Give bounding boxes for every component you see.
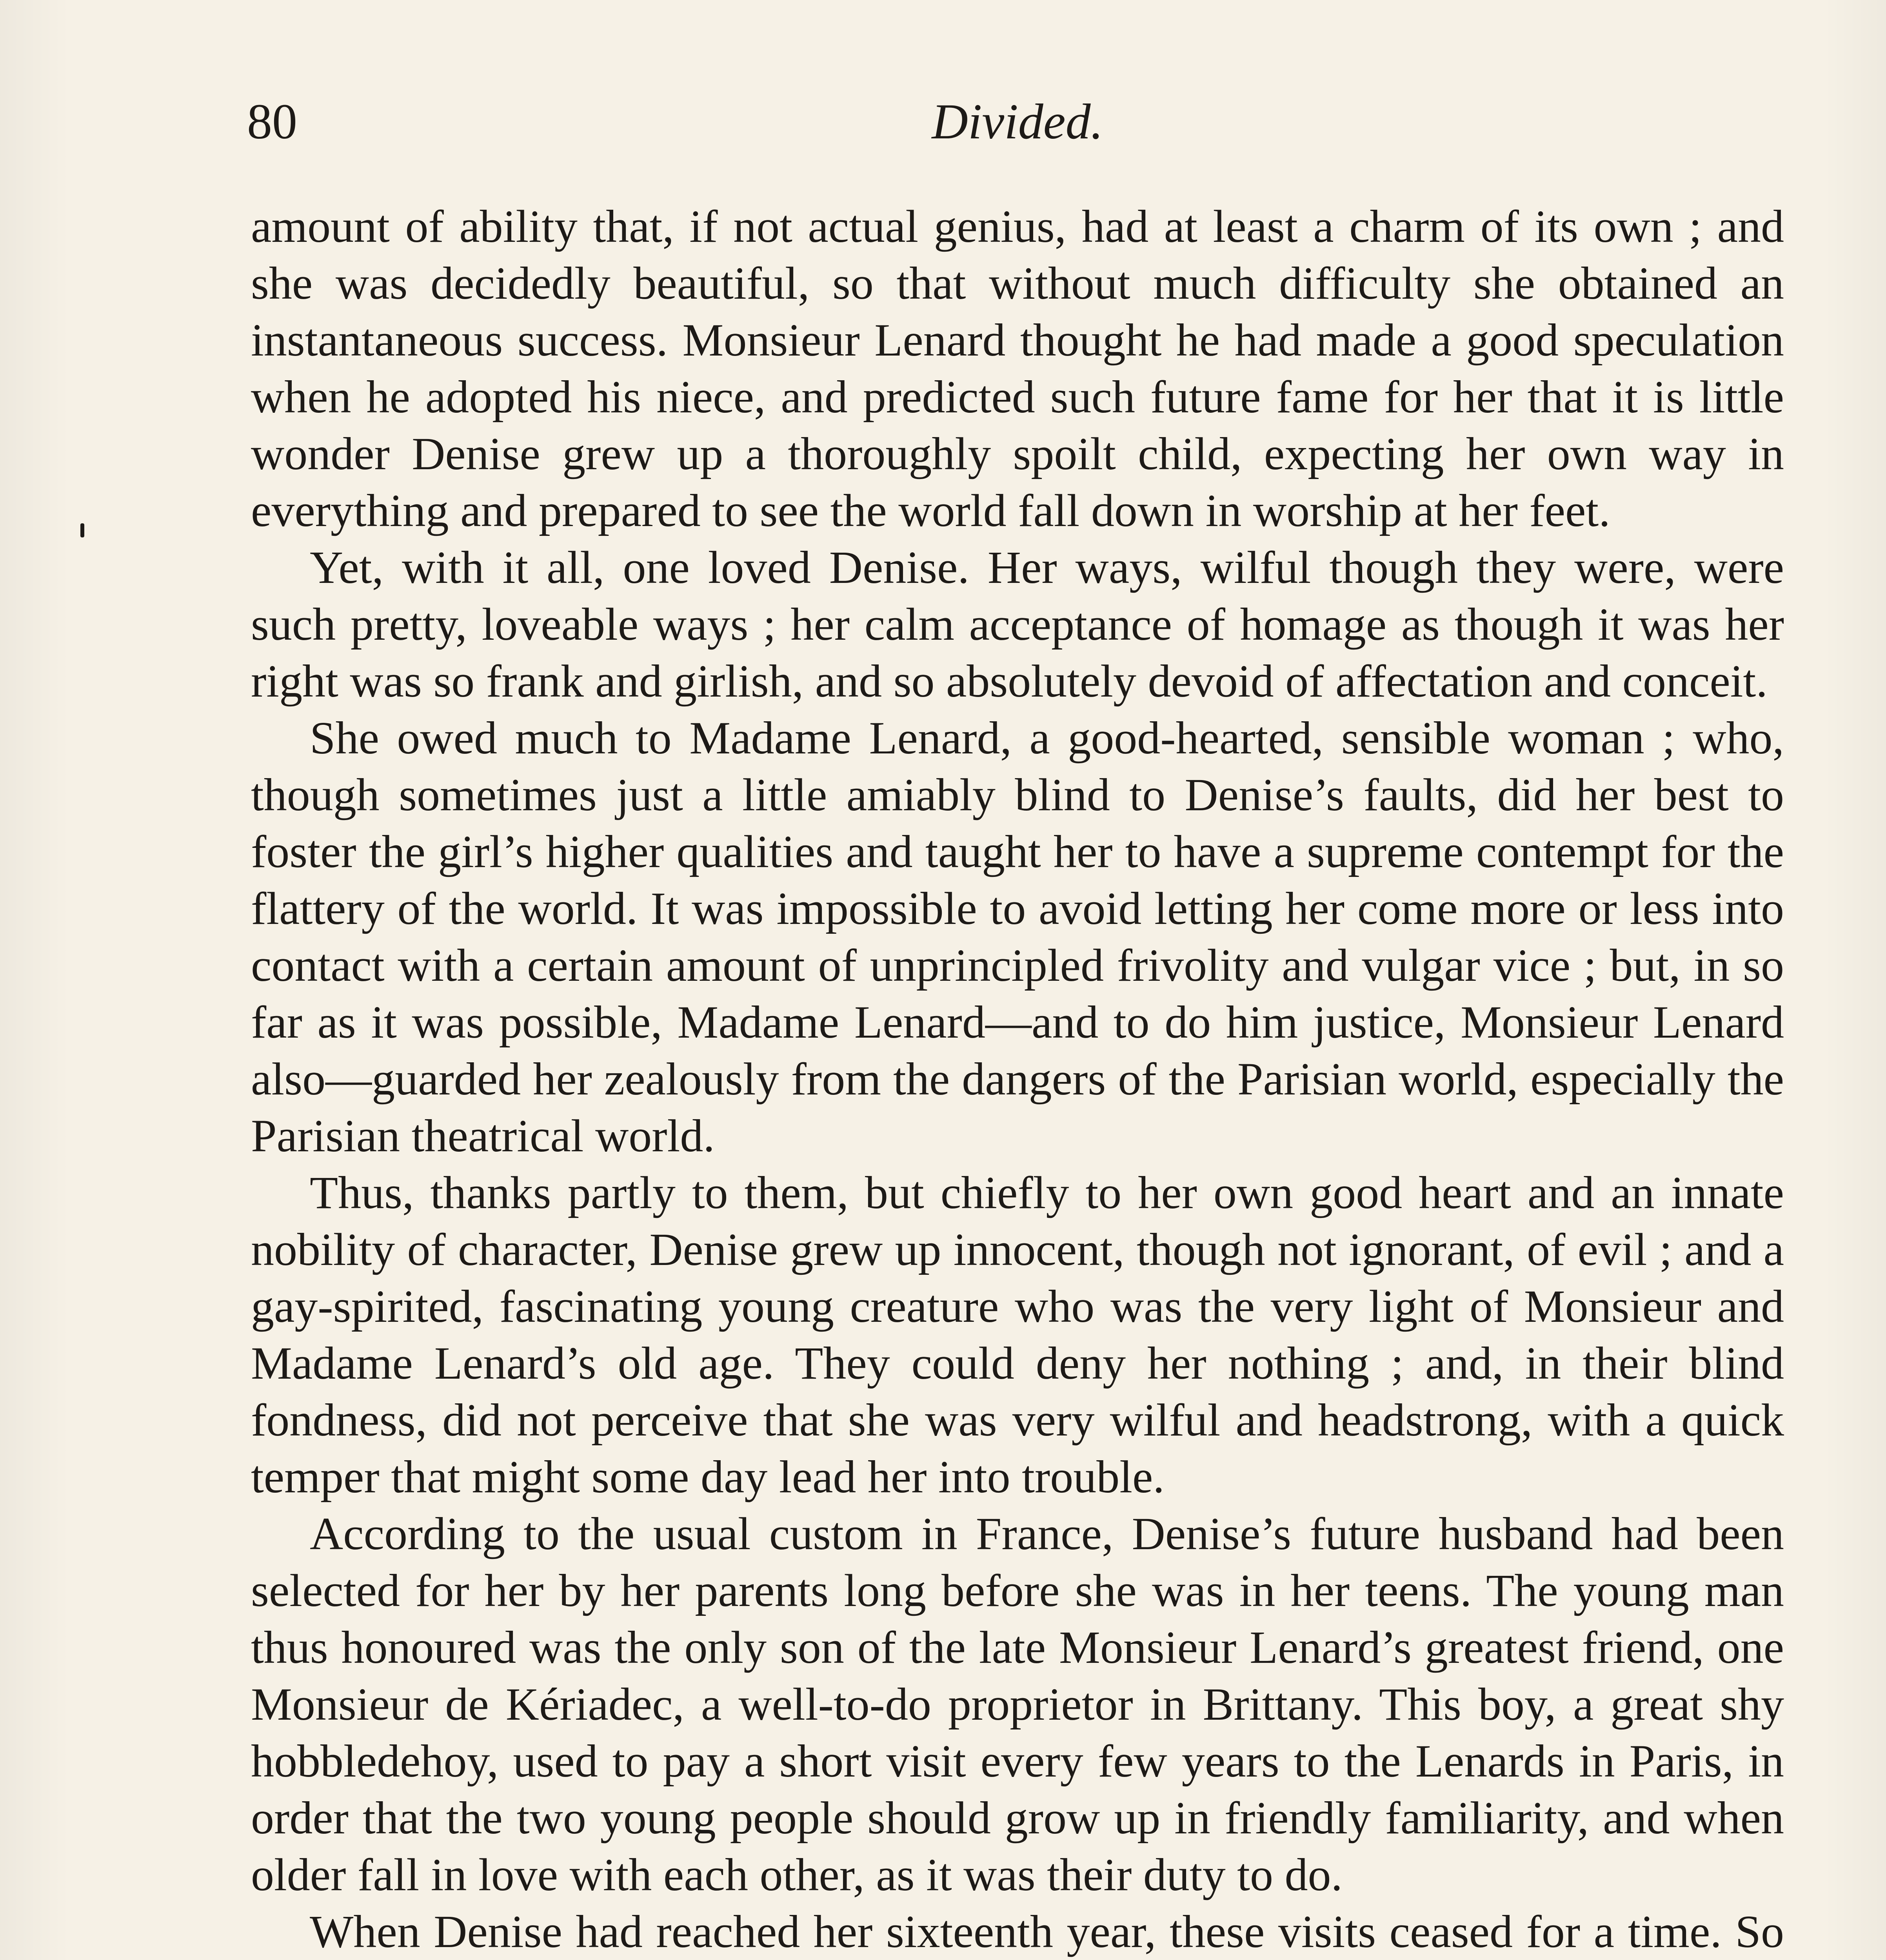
body-text (251, 198, 1784, 1960)
paragraph-6: When Denise had reached her sixteenth year, these visits ceased for a time. So (310, 1906, 1784, 1957)
running-head (247, 90, 1788, 153)
running-title: Divided. (932, 94, 1103, 149)
page-number: 80 (247, 94, 297, 149)
paragraph-5: According to the usual custom in France, Denise’s future husband had been selected for her by her parents long before she was in her teens. The young man thus honoured was the only son of the late Monsieur Lenard’s greatest friend, one Monsieur de Kériadec, a well-to-do proprietor in Brittany. This boy, a great shy hobbledehoy, used to pay a short visit every few years to the Lenards in Paris, in order that the two young people should grow up in friendly familiarity, and when older fall in love with each other, as it was their duty to do. (251, 1508, 1784, 1900)
paragraph-4: Thus, thanks partly to them, but chiefly to her own good heart and an innate nobility of character, Denise grew up innocent, though not ignorant, of evil ; and a gay-spirited, fascinating young creature who was the very light of Monsieur and Madame Lenard’s old age. They could deny her nothing ; and, in their blind fondness, did not perceive that she was very wilful and headstrong, with a quick temper that might some day lead her into trouble. (251, 1167, 1784, 1503)
margin-mark (80, 523, 84, 537)
paragraph-3: She owed much to Madame Lenard, a good-hearted, sensible woman ; who, though sometimes just a little amiably blind to Denise’s faults, did her best to foster the girl’s higher qualities and taught her to have a supreme contempt for the flattery of the world. It was impossible to avoid letting her come more or less into contact with a certain amount of unprincipled frivolity and vulgar vice ; but, in so far as it was possible, Madame Lenard—and to do him justice, Monsieur Lenard also—guarded her zealously from the dangers of the Parisian world, especially the Parisian theatrical world. (251, 712, 1784, 1161)
paragraph-2: Yet, with it all, one loved Denise. Her ways, wilful though they were, were such pretty, loveable ways ; her calm acceptance of homage as though it was her right was so frank and girlish, and so absolutely devoid of affectation and conceit. (251, 542, 1784, 707)
paragraph-1: amount of ability that, if not actual genius, had at least a charm of its own ; and she was decidedly beautiful, so that without much difficulty she obtained an instantaneous success. Monsieur Lenard thought he had made a good speculation when he adopted his niece, and predicted such future fame for her that it is little wonder Denise grew up a thoroughly spoilt child, expecting her own way in everything and prepared to see the world fall down in worship at her feet. (251, 201, 1784, 536)
